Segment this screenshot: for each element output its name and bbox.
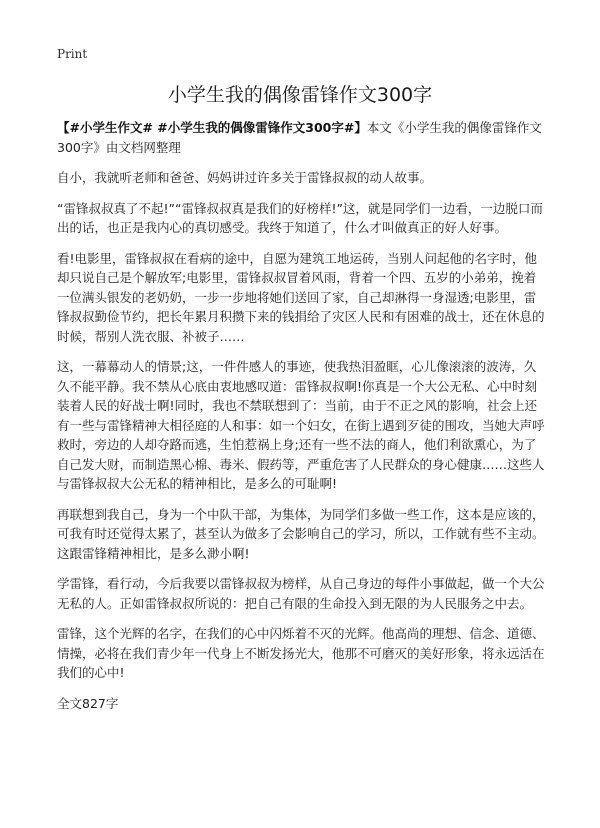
intro-tags: 【#小学生作文# #小学生我的偶像雷锋作文300字#】 [57, 120, 367, 135]
intro-text: 本文《小学生我的偶像雷锋作文300字》由文档网整理 [57, 120, 542, 155]
page-title: 小学生我的偶像雷锋作文300字 [167, 84, 433, 106]
paragraph-1: 自小，我就听老师和爸爸、妈妈讲过许多关于雷锋叔叔的动人故事。 [57, 170, 433, 185]
paragraph-2: “雷锋叔叔真了不起!”“雷锋叔叔真是我们的好榜样!”这，就是同学们一边看，一边脱口而出的话，也正是我内心的真切感受。我终于知道了，什么才叫做真正的好人好事。 [57, 200, 543, 235]
paragraph-6: 学雷锋，看行动，今后我要以雷锋叔叔为榜样，从自己身边的每件小事做起，做一个大公无私的人。正如雷锋叔叔所说的：把自己有限的生命投入到无限的为人民服务之中去。 [57, 576, 545, 611]
paragraph-7: 雷锋，这个光辉的名字，在我们的心中闪烁着不灭的光辉。他高尚的理想、信念、道德、情操，必将在我们青少年一代身上不断发扬光大，他那不可磨灭的美好形象，将永远活在我们的心中! [57, 626, 545, 680]
print-link[interactable]: Print [57, 47, 88, 61]
article-body [57, 118, 547, 724]
paragraph-5: 再联想到我自己，身为一个中队干部，为集体，为同学们多做一些工作，这本是应该的，可我有时还觉得太累了，甚至认为做多了会影响自己的学习，所以，工作就有些不主动。这跟雷锋精神相比，是多么渺小啊! [57, 506, 545, 561]
article-intro [57, 118, 547, 157]
paragraph-4: 这，一幕幕动人的情景;这，一件件感人的事迹，使我热泪盈眶，心儿像滚滚的波涛，久久不能平静。我不禁从心底由衷地感叹道：雷锋叔叔啊!你真是一个大公无私、心中时刻装着人民的好战士啊!同时，我也不禁联想到了：当前，由于不正之风的影响，社会上还有一些与雷锋精神大相径庭的人和事：如一个妇女，在街上遇到歹徒的围攻，当她大声呼救时，旁边的人却夺路而逃，生怕惹祸上身;还有一些不法的商人，他们利欲熏心，为了自己发大财，而制造黑心棉、毒米、假药等，严重危害了人民群众的身心健康……这些人与雷锋叔叔大公无私的精神相比，是多么的可耻啊! [57, 359, 545, 491]
paragraph-3: 看!电影里，雷锋叔叔在看病的途中，自愿为建筑工地运砖，当别人问起他的名字时，他却只说自己是个解放军;电影里，雷锋叔叔冒着风雨，背着一个四、五岁的小弟弟，挽着一位满头银发的老奶奶，一步一步地将她们送回了家，自己却淋得一身湿透;电影里，雷锋叔叔勤俭节约，把长年累月积攒下来的钱捐给了灾区人民和有困难的战士，还在休息的时候，帮别人洗衣服、补被子…… [57, 250, 545, 344]
word-count: 全文827字 [57, 695, 119, 711]
